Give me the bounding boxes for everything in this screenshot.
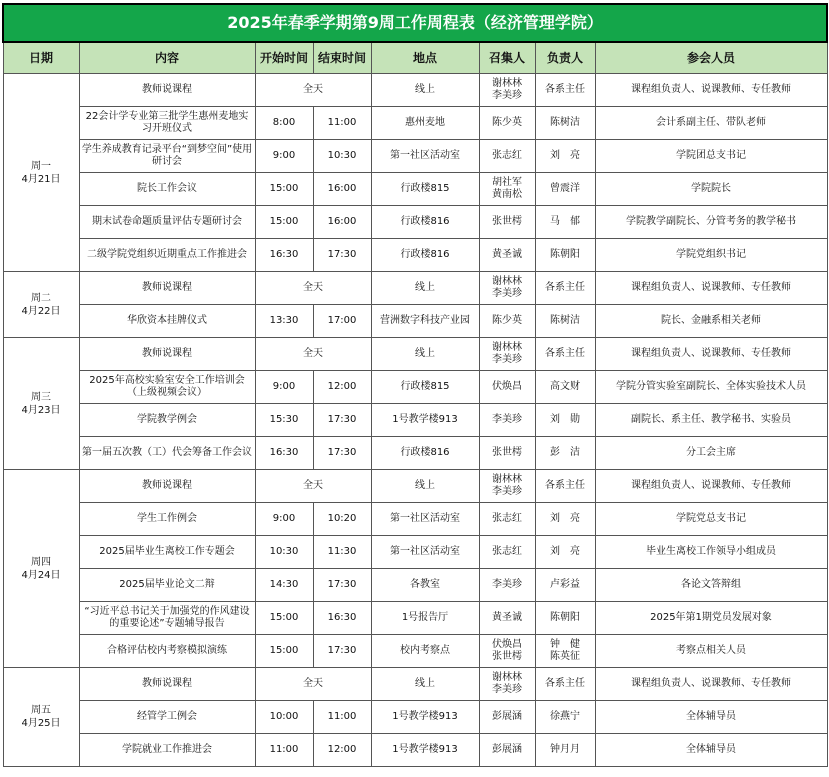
title-row [3, 4, 827, 42]
content-cell: 经管学工例会 [79, 701, 255, 734]
end-time-cell: 16:00 [313, 173, 371, 206]
table-row [3, 602, 827, 635]
attendees-cell: 学院团总支书记 [595, 140, 827, 173]
place-cell: 惠州麦地 [371, 107, 479, 140]
header-content: 内容 [79, 42, 255, 74]
start-time-cell: 15:00 [255, 173, 313, 206]
end-time-cell: 12:00 [313, 734, 371, 767]
attendees-cell: 学院党组织书记 [595, 239, 827, 272]
owner-cell: 陈树洁 [535, 107, 595, 140]
convener-cell: 张世樗 [479, 206, 535, 239]
end-time-cell: 17:30 [313, 437, 371, 470]
owner-cell: 钟 健 陈英征 [535, 635, 595, 668]
owner-cell: 各系主任 [535, 272, 595, 305]
owner-cell: 刘 亮 [535, 536, 595, 569]
date-label: 4月25日 [21, 718, 61, 729]
content-cell: 院长工作会议 [79, 173, 255, 206]
end-time-cell: 17:30 [313, 239, 371, 272]
header-attendees: 参会人员 [595, 42, 827, 74]
weekday-label: 周一 [31, 160, 51, 172]
weekday-label: 周四 [31, 556, 51, 568]
convener-cell: 李美珍 [479, 404, 535, 437]
attendees-cell: 学院院长 [595, 173, 827, 206]
place-cell: 行政楼815 [371, 371, 479, 404]
end-time-cell: 11:30 [313, 536, 371, 569]
place-cell: 第一社区活动室 [371, 140, 479, 173]
owner-cell: 徐燕宁 [535, 701, 595, 734]
table-row [3, 536, 827, 569]
attendees-cell: 分工会主席 [595, 437, 827, 470]
table-row [3, 371, 827, 404]
content-cell: 合格评估校内考察模拟演练 [79, 635, 255, 668]
place-cell: 线上 [371, 272, 479, 305]
owner-cell: 刘 亮 [535, 140, 595, 173]
weekday-label: 周三 [31, 391, 51, 403]
attendees-cell: 考察点相关人员 [595, 635, 827, 668]
owner-cell: 各系主任 [535, 668, 595, 701]
convener-cell: 黄圣诚 [479, 239, 535, 272]
convener-cell: 陈少英 [479, 107, 535, 140]
table-row [3, 272, 827, 305]
owner-cell: 刘 亮 [535, 503, 595, 536]
end-time-cell: 17:30 [313, 404, 371, 437]
convener-cell: 伏焕昌 张世樗 [479, 635, 535, 668]
header-row [3, 42, 827, 74]
owner-cell: 彭 洁 [535, 437, 595, 470]
content-cell: 学生养成教育记录平台“到梦空间”使用研讨会 [79, 140, 255, 173]
start-time-cell: 15:00 [255, 206, 313, 239]
convener-cell: 谢林林 李美珍 [479, 668, 535, 701]
convener-cell: 谢林林 李美珍 [479, 338, 535, 371]
content-cell: 2025届毕业生离校工作专题会 [79, 536, 255, 569]
convener-cell: 张志红 [479, 536, 535, 569]
start-time-cell: 15:00 [255, 635, 313, 668]
convener-cell: 李美珍 [479, 569, 535, 602]
convener-cell: 谢林林 李美珍 [479, 272, 535, 305]
end-time-cell: 17:30 [313, 635, 371, 668]
start-time-cell: 14:30 [255, 569, 313, 602]
table-row [3, 107, 827, 140]
attendees-cell: 课程组负责人、说课教师、专任教师 [595, 338, 827, 371]
content-cell: 期末试卷命题质量评估专题研讨会 [79, 206, 255, 239]
schedule-table [2, 3, 828, 767]
start-time-cell: 9:00 [255, 140, 313, 173]
content-cell: 第一届五次教（工）代会筹备工作会议 [79, 437, 255, 470]
place-cell: 1号教学楼913 [371, 734, 479, 767]
day-cell [3, 470, 79, 668]
content-cell: 学生工作例会 [79, 503, 255, 536]
day-cell [3, 74, 79, 272]
header-date: 日期 [3, 42, 79, 74]
day-cell [3, 338, 79, 470]
attendees-cell: 副院长、系主任、教学秘书、实验员 [595, 404, 827, 437]
owner-cell: 高文财 [535, 371, 595, 404]
start-time-cell: 16:30 [255, 239, 313, 272]
place-cell: 1号教学楼913 [371, 701, 479, 734]
place-cell: 线上 [371, 668, 479, 701]
content-cell: 华欣资本挂牌仪式 [79, 305, 255, 338]
schedule-title: 2025年春季学期第9周工作周程表（经济管理学院） [3, 4, 827, 42]
table-row [3, 239, 827, 272]
attendees-cell: 毕业生离校工作领导小组成员 [595, 536, 827, 569]
attendees-cell: 学院党总支书记 [595, 503, 827, 536]
place-cell: 行政楼816 [371, 239, 479, 272]
start-time-cell: 15:30 [255, 404, 313, 437]
end-time-cell: 16:00 [313, 206, 371, 239]
owner-cell: 曾震洋 [535, 173, 595, 206]
attendees-cell: 会计系副主任、带队老师 [595, 107, 827, 140]
content-cell: 教师说课程 [79, 470, 255, 503]
table-row [3, 206, 827, 239]
table-row [3, 140, 827, 173]
start-time-cell: 8:00 [255, 107, 313, 140]
attendees-cell: 课程组负责人、说课教师、专任教师 [595, 668, 827, 701]
end-time-cell: 11:00 [313, 701, 371, 734]
convener-cell: 黄圣诚 [479, 602, 535, 635]
table-row [3, 305, 827, 338]
allday-cell: 全天 [255, 338, 371, 371]
place-cell: 1号教学楼913 [371, 404, 479, 437]
end-time-cell: 17:00 [313, 305, 371, 338]
owner-cell: 陈朝阳 [535, 239, 595, 272]
header-end-time: 结束时间 [313, 42, 371, 74]
owner-cell: 陈朝阳 [535, 602, 595, 635]
end-time-cell: 10:30 [313, 140, 371, 173]
attendees-cell: 全体辅导员 [595, 734, 827, 767]
table-row [3, 437, 827, 470]
allday-cell: 全天 [255, 74, 371, 107]
owner-cell: 刘 勋 [535, 404, 595, 437]
place-cell: 行政楼816 [371, 206, 479, 239]
table-row [3, 635, 827, 668]
header-start-time: 开始时间 [255, 42, 313, 74]
start-time-cell: 16:30 [255, 437, 313, 470]
attendees-cell: 全体辅导员 [595, 701, 827, 734]
owner-cell: 钟月月 [535, 734, 595, 767]
table-row [3, 569, 827, 602]
date-label: 4月21日 [21, 173, 61, 185]
owner-cell: 各系主任 [535, 338, 595, 371]
content-cell: 2025届毕业论文二辩 [79, 569, 255, 602]
convener-cell: 陈少英 [479, 305, 535, 338]
allday-cell: 全天 [255, 470, 371, 503]
header-convener: 召集人 [479, 42, 535, 74]
table-row [3, 701, 827, 734]
end-time-cell: 10:20 [313, 503, 371, 536]
start-time-cell: 10:30 [255, 536, 313, 569]
table-row [3, 74, 827, 107]
content-cell: “习近平总书记关于加强党的作风建设的重要论述”专题辅导报告 [79, 602, 255, 635]
attendees-cell: 院长、金融系相关老师 [595, 305, 827, 338]
content-cell: 教师说课程 [79, 668, 255, 701]
attendees-cell: 课程组负责人、说课教师、专任教师 [595, 74, 827, 107]
date-label: 4月23日 [21, 404, 61, 416]
owner-cell: 各系主任 [535, 74, 595, 107]
convener-cell: 伏焕昌 [479, 371, 535, 404]
content-cell: 二级学院党组织近期重点工作推进会 [79, 239, 255, 272]
start-time-cell: 9:00 [255, 371, 313, 404]
attendees-cell: 学院分管实验室副院长、全体实验技术人员 [595, 371, 827, 404]
schedule-sheet [2, 3, 826, 767]
end-time-cell: 16:30 [313, 602, 371, 635]
content-cell: 22会计学专业第三批学生惠州麦地实习开班仪式 [79, 107, 255, 140]
content-cell: 教师说课程 [79, 338, 255, 371]
content-cell: 教师说课程 [79, 74, 255, 107]
convener-cell: 彭展涵 [479, 701, 535, 734]
owner-cell: 陈树洁 [535, 305, 595, 338]
start-time-cell: 11:00 [255, 734, 313, 767]
weekday-label: 周二 [31, 292, 51, 304]
table-row [3, 503, 827, 536]
attendees-cell: 各论文答辩组 [595, 569, 827, 602]
end-time-cell: 11:00 [313, 107, 371, 140]
date-label: 4月24日 [21, 569, 61, 581]
owner-cell: 各系主任 [535, 470, 595, 503]
attendees-cell: 2025年第1期党员发展对象 [595, 602, 827, 635]
content-cell: 教师说课程 [79, 272, 255, 305]
start-time-cell: 9:00 [255, 503, 313, 536]
attendees-cell: 学院教学副院长、分管考务的教学秘书 [595, 206, 827, 239]
end-time-cell: 12:00 [313, 371, 371, 404]
day-cell [3, 272, 79, 338]
content-cell: 2025年高校实验室安全工作培训会（上级视频会议） [79, 371, 255, 404]
start-time-cell: 10:00 [255, 701, 313, 734]
convener-cell: 张志红 [479, 503, 535, 536]
content-cell: 学院教学例会 [79, 404, 255, 437]
place-cell: 行政楼816 [371, 437, 479, 470]
weekday-label: 周五 [31, 705, 51, 716]
place-cell: 各教室 [371, 569, 479, 602]
convener-cell: 谢林林 李美珍 [479, 470, 535, 503]
allday-cell: 全天 [255, 272, 371, 305]
place-cell: 1号报告厅 [371, 602, 479, 635]
place-cell: 线上 [371, 74, 479, 107]
table-row [3, 173, 827, 206]
day-cell [3, 668, 79, 767]
end-time-cell: 17:30 [313, 569, 371, 602]
header-place: 地点 [371, 42, 479, 74]
place-cell: 线上 [371, 338, 479, 371]
table-row [3, 338, 827, 371]
date-label: 4月22日 [21, 305, 61, 317]
attendees-cell: 课程组负责人、说课教师、专任教师 [595, 470, 827, 503]
convener-cell: 彭展涵 [479, 734, 535, 767]
owner-cell: 卢彩益 [535, 569, 595, 602]
place-cell: 第一社区活动室 [371, 503, 479, 536]
place-cell: 第一社区活动室 [371, 536, 479, 569]
start-time-cell: 13:30 [255, 305, 313, 338]
table-row [3, 734, 827, 767]
start-time-cell: 15:00 [255, 602, 313, 635]
owner-cell: 马 郁 [535, 206, 595, 239]
header-owner: 负责人 [535, 42, 595, 74]
place-cell: 行政楼815 [371, 173, 479, 206]
convener-cell: 张志红 [479, 140, 535, 173]
attendees-cell: 课程组负责人、说课教师、专任教师 [595, 272, 827, 305]
place-cell: 营洲数字科技产业园 [371, 305, 479, 338]
table-row [3, 404, 827, 437]
table-row [3, 668, 827, 701]
place-cell: 线上 [371, 470, 479, 503]
allday-cell: 全天 [255, 668, 371, 701]
convener-cell: 张世樗 [479, 437, 535, 470]
convener-cell: 胡社军 黄南松 [479, 173, 535, 206]
content-cell: 学院就业工作推进会 [79, 734, 255, 767]
convener-cell: 谢林林 李美珍 [479, 74, 535, 107]
place-cell: 校内考察点 [371, 635, 479, 668]
table-row [3, 470, 827, 503]
